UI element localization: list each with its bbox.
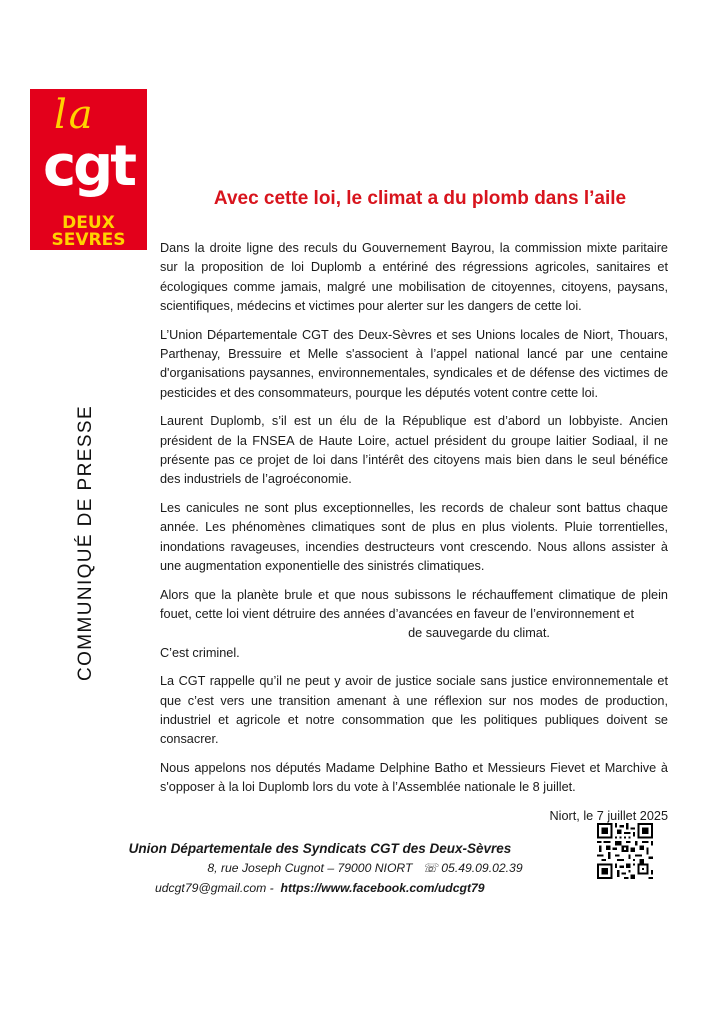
cgt-logo [30, 89, 147, 250]
footer-contact-line [100, 878, 540, 898]
press-release-label: COMMUNIQUÉ DE PRESSE [75, 404, 96, 682]
footer-phone: 05.49.09.02.39 [441, 861, 523, 875]
article-body [160, 239, 668, 835]
footer-address: 8, rue Joseph Cugnot – 79000 NIORT [207, 861, 413, 875]
footer-facebook-link[interactable]: https://www.facebook.com/udcgt79 [280, 881, 485, 895]
qr-code-icon [597, 823, 653, 879]
phone-icon: ☏ [422, 861, 438, 875]
paragraph-4: Les canicules ne sont plus exceptionnelles, les records de chaleur sont battus chaque année. Les phénomènes climatiques sont de plus en plus violents. Pluie torrentielles, inondations ravageuses, incendies destructeurs vont crescendo. Nous allons assister à une augmentation exponentielle des sinistrés climatiques. [160, 500, 668, 574]
page-title: Avec cette loi, le climat a du plomb dans l’aile [213, 188, 627, 209]
footer-address-line [100, 858, 540, 878]
paragraph-1: Dans la droite ligne des reculs du Gouvernement Bayrou, la commission mixte paritaire sur la proposition de loi Duplomb a entériné des régressions agricoles, sanitaires et écologiques comme jamais, malgré une mobilisation de citoyennes, citoyens, paysans, scientifiques, médecins et victimes pour alerter sur les dangers de cette loi. [160, 241, 668, 314]
paragraph-7: Nous appelons nos députés Madame Delphine Batho et Messieurs Fievet et Marchive à s'opposer à la loi Duplomb lors du vote à l’Assemblée nationale le 8 juillet. [160, 760, 668, 795]
footer-org: Union Départementale des Syndicats CGT des Deux-Sèvres [128, 841, 512, 856]
paragraph-3: Laurent Duplomb, s’il est un élu de la République est d’abord un lobbyiste. Ancien président de la FNSEA de Haute Loire, actuel président du groupe laitier Sodiaal, il ne présente pas ce projet de loi dans l’intérêt des citoyens mais bien dans le seul bénéfice des industriels de l’agroéconomie. [160, 414, 668, 487]
footer [100, 840, 540, 898]
signature-date: Niort, le 7 juillet 2025 [549, 808, 668, 823]
paragraph-6: La CGT rappelle qu’il ne peut y avoir de justice sociale sans justice environnementale et que c’est vers une transition amenant à une réflexion sur nos modes de production, industriel et agricole et notre consommation que les politiques publiques doivent se consacrer. [160, 674, 668, 747]
criminal-line: C’est criminel. [160, 645, 240, 660]
paragraph-5-text: Alors que la planète brule et que nous subissons le réchauffement climatique de plein fouet, cette loi vient détruire des années d’avancées en faveur de l’environnement et [160, 587, 668, 621]
logo-deux: DEUX [62, 213, 115, 233]
logo-cgt: cgt [42, 134, 135, 199]
paragraph-2: L’Union Départementale CGT des Deux-Sèvres et ses Unions locales de Niort, Thouars, Parthenay, Bressuire et Melle s'associent à l’appel national lancé par une centaine d'organisations paysannes, environnementales, syndicales et de défense des victimes de pesticides et des consommateurs, pourque les députés votent contre cette loi. [160, 327, 668, 400]
paragraph-5-tail: de sauvegarde du climat. [408, 626, 550, 641]
paragraph-5 [160, 586, 668, 644]
footer-email[interactable]: udcgt79@gmail.com - [155, 881, 274, 895]
logo-sevres: SEVRES [51, 230, 126, 250]
logo-la: la [54, 92, 95, 138]
